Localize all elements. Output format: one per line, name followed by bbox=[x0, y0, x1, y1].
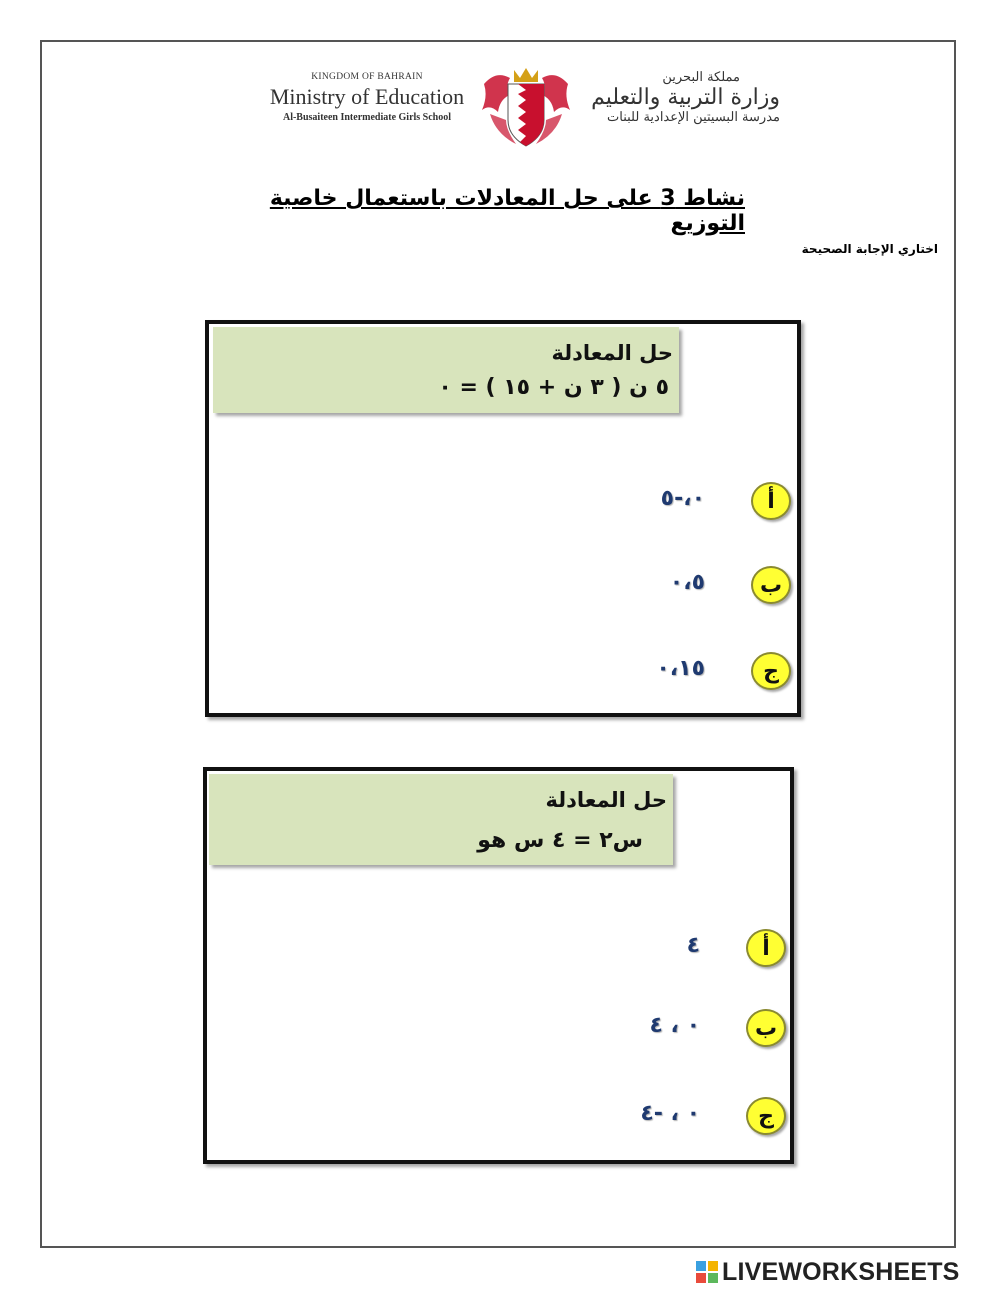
page-title: نشاط 3 على حل المعادلات باستعمال خاصية التوزيع bbox=[269, 186, 745, 236]
option-a[interactable] bbox=[486, 929, 786, 969]
ministry-ar: وزارة التربية والتعليم bbox=[591, 85, 780, 110]
kingdom-ar: مملكة البحرين bbox=[662, 70, 740, 85]
question-label: حل المعادلة bbox=[551, 341, 673, 365]
question-equation: س٢ = ٤ س هو bbox=[477, 828, 643, 853]
option-c[interactable] bbox=[491, 652, 791, 692]
question-equation: ٥ ن ( ٣ ن + ١٥ ) = ٠ bbox=[438, 375, 669, 400]
english-header bbox=[262, 72, 472, 123]
option-value: ٠ ، ٤ bbox=[649, 1013, 700, 1038]
question-card-1 bbox=[205, 320, 801, 717]
option-letter-circle[interactable]: ب bbox=[751, 566, 791, 604]
option-value: ٠،١٥ bbox=[656, 656, 705, 681]
option-letter-circle[interactable]: ب bbox=[746, 1009, 786, 1047]
option-b[interactable] bbox=[486, 1009, 786, 1049]
ministry-en: Ministry of Education bbox=[269, 84, 465, 109]
option-letter-circle[interactable]: أ bbox=[751, 482, 791, 520]
option-c[interactable] bbox=[486, 1097, 786, 1137]
instruction-text: اختاري الإجابة الصحيحة bbox=[801, 242, 938, 256]
option-value: ٠،-٥ bbox=[660, 486, 705, 511]
question-header bbox=[213, 327, 679, 413]
bahrain-emblem-icon bbox=[476, 64, 576, 152]
liveworksheets-brand: LIVEWORKSHEETS bbox=[722, 1258, 960, 1286]
option-letter-circle[interactable]: ج bbox=[746, 1097, 786, 1135]
school-ar: مدرسة البسيتين الإعدادية للبنات bbox=[607, 110, 780, 125]
liveworksheets-logo[interactable] bbox=[696, 1258, 996, 1284]
arabic-header bbox=[580, 70, 780, 125]
option-value: ٤ bbox=[686, 933, 700, 958]
question-label: حل المعادلة bbox=[545, 788, 667, 812]
option-b[interactable] bbox=[491, 566, 791, 606]
option-value: ٠ ، -٤ bbox=[640, 1101, 700, 1126]
option-value: ٠،٥ bbox=[669, 570, 705, 595]
school-header bbox=[262, 64, 782, 154]
option-letter-circle[interactable]: ج bbox=[751, 652, 791, 690]
school-en: Al-Busaiteen Intermediate Girls School bbox=[282, 112, 452, 123]
question-header bbox=[209, 774, 673, 865]
option-a[interactable] bbox=[491, 482, 791, 522]
question-card-2 bbox=[203, 767, 794, 1164]
liveworksheets-icon bbox=[696, 1261, 718, 1283]
option-letter-circle[interactable]: أ bbox=[746, 929, 786, 967]
kingdom-en: KINGDOM OF BAHRAIN bbox=[311, 72, 423, 82]
